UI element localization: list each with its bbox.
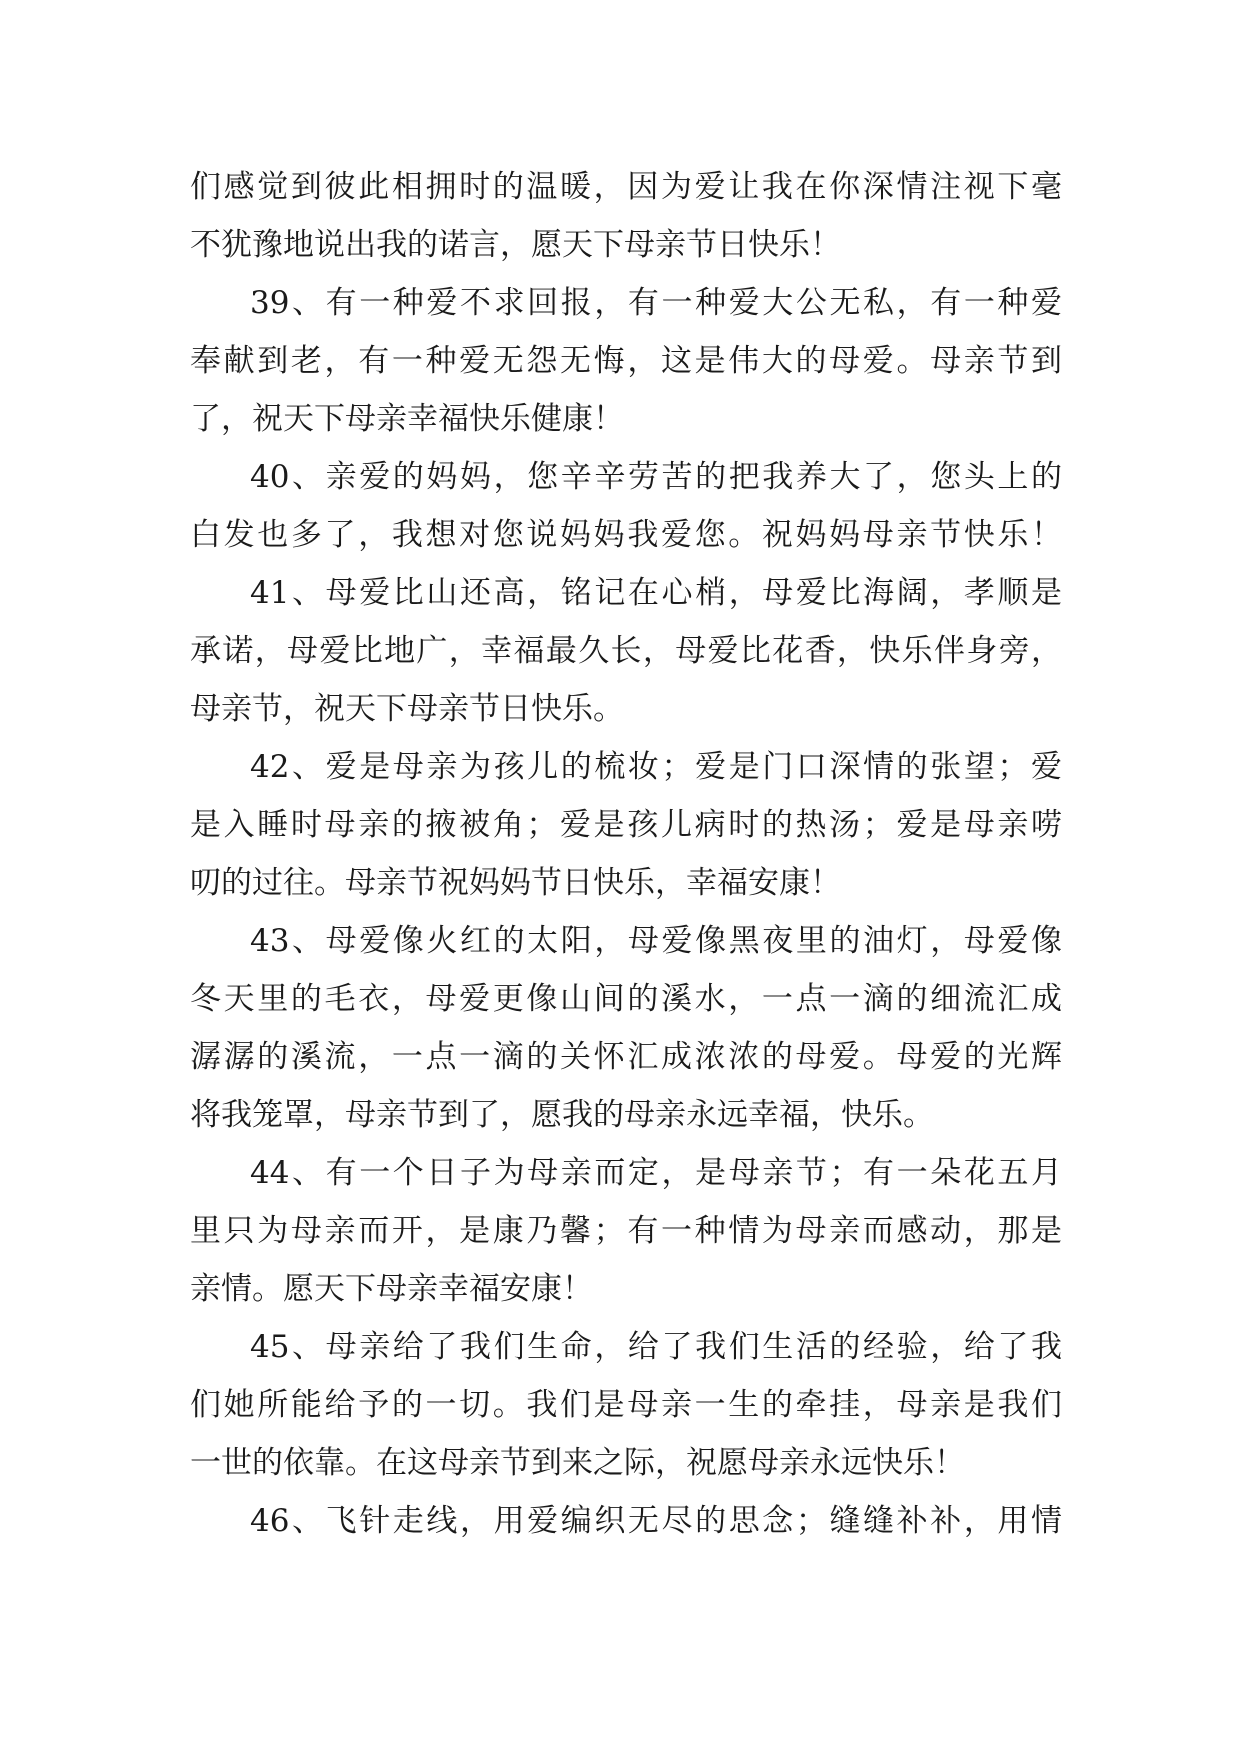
text-line: 41、母爱比山还高，铭记在心梢，母爱比海阔，孝顺是	[250, 575, 1062, 611]
text-line: 奉献到老，有一种爱无怨无悔，这是伟大的母爱。母亲节到	[190, 343, 1062, 379]
document-body	[190, 158, 1062, 1550]
text-line: 是入睡时母亲的掖被角；爱是孩儿病时的热汤；爱是母亲唠	[190, 807, 1062, 843]
text-line: 一世的依靠。在这母亲节到来之际，祝愿母亲永远快乐！	[190, 1445, 965, 1481]
text-line: 了，祝天下母亲幸福快乐健康！	[190, 401, 624, 437]
text-line: 们感觉到彼此相拥时的温暖，因为爱让我在你深情注视下毫	[190, 169, 1062, 205]
text-line: 白发也多了，我想对您说妈妈我爱您。祝妈妈母亲节快乐！	[190, 517, 1062, 553]
text-line: 将我笼罩，母亲节到了，愿我的母亲永远幸福，快乐。	[190, 1097, 934, 1133]
text-line: 亲情。愿天下母亲幸福安康！	[190, 1271, 593, 1307]
text-line: 46、飞针走线，用爱编织无尽的思念；缝缝补补，用情	[250, 1503, 1062, 1539]
text-line: 不犹豫地说出我的诺言，愿天下母亲节日快乐！	[190, 227, 841, 263]
text-line: 42、爱是母亲为孩儿的梳妆；爱是门口深情的张望；爱	[250, 749, 1062, 785]
text-line: 45、母亲给了我们生命，给了我们生活的经验，给了我	[250, 1329, 1062, 1365]
text-line: 43、母爱像火红的太阳，母爱像黑夜里的油灯，母爱像	[250, 923, 1062, 959]
text-line: 叨的过往。母亲节祝妈妈节日快乐，幸福安康！	[190, 865, 841, 901]
text-line: 潺潺的溪流，一点一滴的关怀汇成浓浓的母爱。母爱的光辉	[190, 1039, 1062, 1075]
text-line: 们她所能给予的一切。我们是母亲一生的牵挂，母亲是我们	[190, 1387, 1062, 1423]
text-line: 40、亲爱的妈妈，您辛辛劳苦的把我养大了，您头上的	[250, 459, 1062, 495]
text-line: 里只为母亲而开，是康乃馨；有一种情为母亲而感动，那是	[190, 1213, 1062, 1249]
text-line: 承诺，母爱比地广，幸福最久长，母爱比花香，快乐伴身旁，	[190, 633, 1062, 669]
text-line: 冬天里的毛衣，母爱更像山间的溪水，一点一滴的细流汇成	[190, 981, 1062, 1017]
text-line: 39、有一种爱不求回报，有一种爱大公无私，有一种爱	[250, 285, 1062, 321]
text-line: 母亲节，祝天下母亲节日快乐。	[190, 691, 624, 727]
text-line: 44、有一个日子为母亲而定，是母亲节；有一朵花五月	[250, 1155, 1062, 1191]
